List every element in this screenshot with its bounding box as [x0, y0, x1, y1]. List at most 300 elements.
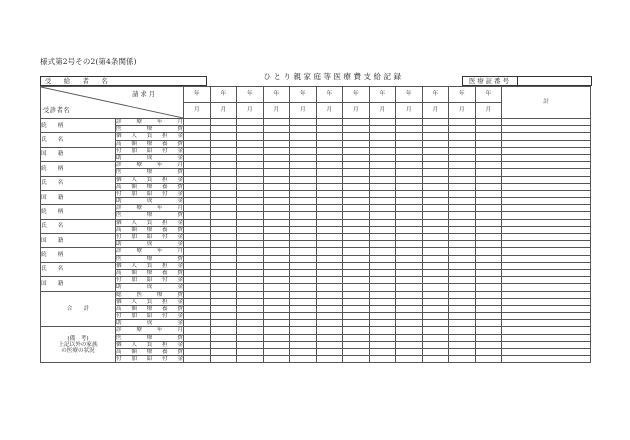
summary-month-cell[interactable]: [396, 305, 423, 312]
summary-month-cell[interactable]: [449, 305, 476, 312]
person-2-month-cell[interactable]: [184, 198, 211, 205]
person-name-cell[interactable]: [41, 133, 116, 147]
person-3-month-cell[interactable]: [475, 205, 502, 212]
person-4-month-cell[interactable]: [343, 255, 370, 262]
person-4-month-cell[interactable]: [316, 262, 343, 269]
note-month-cell[interactable]: [449, 356, 476, 363]
person-3-month-cell[interactable]: [475, 241, 502, 248]
person-4-month-cell[interactable]: [369, 262, 396, 269]
note-month-cell[interactable]: [237, 341, 264, 348]
person-2-month-cell[interactable]: [369, 190, 396, 197]
person-4-month-cell[interactable]: [184, 284, 211, 291]
note-month-cell[interactable]: [210, 327, 237, 334]
person-3-month-cell[interactable]: [422, 234, 449, 241]
person-1-month-cell[interactable]: [369, 119, 396, 126]
person-2-month-cell[interactable]: [343, 198, 370, 205]
person-3-month-cell[interactable]: [369, 234, 396, 241]
person-3-month-cell[interactable]: [263, 219, 290, 226]
person-2-month-cell[interactable]: [263, 183, 290, 190]
summary-month-cell[interactable]: [422, 291, 449, 298]
person-relation-cell[interactable]: [41, 248, 116, 262]
person-2-month-cell[interactable]: [369, 162, 396, 169]
person-1-month-cell[interactable]: [475, 126, 502, 133]
person-4-total-cell[interactable]: [502, 269, 591, 276]
person-2-month-cell[interactable]: [475, 176, 502, 183]
note-month-cell[interactable]: [396, 349, 423, 356]
person-3-total-cell[interactable]: [502, 241, 591, 248]
summary-month-cell[interactable]: [449, 298, 476, 305]
summary-month-cell[interactable]: [369, 305, 396, 312]
summary-month-cell[interactable]: [422, 320, 449, 327]
note-month-cell[interactable]: [290, 334, 317, 341]
person-4-month-cell[interactable]: [290, 277, 317, 284]
person-1-month-cell[interactable]: [316, 126, 343, 133]
person-1-month-cell[interactable]: [290, 147, 317, 154]
person-1-month-cell[interactable]: [316, 133, 343, 140]
person-2-month-cell[interactable]: [210, 176, 237, 183]
note-month-cell[interactable]: [475, 356, 502, 363]
person-4-month-cell[interactable]: [369, 277, 396, 284]
summary-month-cell[interactable]: [210, 298, 237, 305]
note-month-cell[interactable]: [449, 341, 476, 348]
person-4-month-cell[interactable]: [475, 284, 502, 291]
person-3-month-cell[interactable]: [290, 234, 317, 241]
person-2-month-cell[interactable]: [343, 183, 370, 190]
person-4-month-cell[interactable]: [184, 269, 211, 276]
person-3-month-cell[interactable]: [290, 241, 317, 248]
recipient-name-field[interactable]: [40, 76, 207, 86]
person-3-total-cell[interactable]: [502, 219, 591, 226]
note-month-cell[interactable]: [369, 327, 396, 334]
person-4-month-cell[interactable]: [184, 255, 211, 262]
person-1-month-cell[interactable]: [475, 133, 502, 140]
person-3-month-cell[interactable]: [184, 212, 211, 219]
summary-month-cell[interactable]: [396, 320, 423, 327]
person-3-month-cell[interactable]: [210, 212, 237, 219]
person-1-month-cell[interactable]: [475, 154, 502, 161]
summary-month-cell[interactable]: [475, 298, 502, 305]
person-2-month-cell[interactable]: [343, 176, 370, 183]
person-1-month-cell[interactable]: [290, 119, 317, 126]
person-3-month-cell[interactable]: [422, 219, 449, 226]
person-1-month-cell[interactable]: [369, 133, 396, 140]
person-3-month-cell[interactable]: [475, 219, 502, 226]
person-1-month-cell[interactable]: [449, 126, 476, 133]
person-2-month-cell[interactable]: [290, 198, 317, 205]
person-2-month-cell[interactable]: [237, 198, 264, 205]
person-4-month-cell[interactable]: [210, 255, 237, 262]
person-1-total-cell[interactable]: [502, 140, 591, 147]
person-2-month-cell[interactable]: [263, 169, 290, 176]
person-2-month-cell[interactable]: [396, 198, 423, 205]
person-4-month-cell[interactable]: [263, 269, 290, 276]
person-3-month-cell[interactable]: [449, 219, 476, 226]
person-2-month-cell[interactable]: [396, 176, 423, 183]
person-1-month-cell[interactable]: [210, 126, 237, 133]
person-2-month-cell[interactable]: [316, 183, 343, 190]
note-total-cell[interactable]: [502, 327, 591, 334]
person-1-month-cell[interactable]: [449, 140, 476, 147]
summary-month-cell[interactable]: [343, 298, 370, 305]
person-3-month-cell[interactable]: [343, 219, 370, 226]
note-month-cell[interactable]: [449, 327, 476, 334]
person-3-month-cell[interactable]: [396, 212, 423, 219]
person-1-month-cell[interactable]: [422, 119, 449, 126]
person-1-month-cell[interactable]: [449, 133, 476, 140]
summary-month-cell[interactable]: [396, 291, 423, 298]
person-1-total-cell[interactable]: [502, 147, 591, 154]
note-month-cell[interactable]: [263, 327, 290, 334]
person-1-month-cell[interactable]: [449, 119, 476, 126]
note-month-cell[interactable]: [369, 341, 396, 348]
summary-month-cell[interactable]: [343, 305, 370, 312]
person-2-month-cell[interactable]: [184, 183, 211, 190]
person-3-month-cell[interactable]: [210, 219, 237, 226]
person-1-month-cell[interactable]: [237, 133, 264, 140]
person-2-month-cell[interactable]: [316, 198, 343, 205]
person-1-month-cell[interactable]: [396, 154, 423, 161]
summary-month-cell[interactable]: [369, 291, 396, 298]
person-2-month-cell[interactable]: [316, 169, 343, 176]
person-nationality-cell[interactable]: [41, 190, 116, 204]
person-3-month-cell[interactable]: [316, 226, 343, 233]
note-month-cell[interactable]: [343, 334, 370, 341]
person-2-month-cell[interactable]: [237, 190, 264, 197]
person-3-month-cell[interactable]: [343, 212, 370, 219]
person-4-month-cell[interactable]: [316, 248, 343, 255]
person-4-month-cell[interactable]: [422, 248, 449, 255]
note-total-cell[interactable]: [502, 349, 591, 356]
person-1-month-cell[interactable]: [210, 133, 237, 140]
summary-month-cell[interactable]: [290, 298, 317, 305]
person-4-month-cell[interactable]: [396, 269, 423, 276]
person-nationality-cell[interactable]: [41, 147, 116, 161]
person-1-month-cell[interactable]: [316, 147, 343, 154]
note-month-cell[interactable]: [290, 327, 317, 334]
note-total-cell[interactable]: [502, 356, 591, 363]
person-4-month-cell[interactable]: [237, 269, 264, 276]
person-2-month-cell[interactable]: [184, 176, 211, 183]
person-2-month-cell[interactable]: [369, 183, 396, 190]
person-1-month-cell[interactable]: [237, 154, 264, 161]
person-2-month-cell[interactable]: [263, 162, 290, 169]
person-3-month-cell[interactable]: [475, 212, 502, 219]
summary-month-cell[interactable]: [290, 305, 317, 312]
person-2-month-cell[interactable]: [210, 183, 237, 190]
person-4-month-cell[interactable]: [343, 269, 370, 276]
summary-month-cell[interactable]: [369, 320, 396, 327]
person-3-month-cell[interactable]: [290, 219, 317, 226]
note-month-cell[interactable]: [343, 349, 370, 356]
person-1-month-cell[interactable]: [343, 119, 370, 126]
person-1-month-cell[interactable]: [184, 140, 211, 147]
note-month-cell[interactable]: [422, 341, 449, 348]
person-relation-cell[interactable]: [41, 162, 116, 176]
person-2-month-cell[interactable]: [422, 190, 449, 197]
person-4-month-cell[interactable]: [210, 284, 237, 291]
summary-month-cell[interactable]: [237, 320, 264, 327]
person-1-month-cell[interactable]: [210, 140, 237, 147]
summary-month-cell[interactable]: [343, 320, 370, 327]
summary-month-cell[interactable]: [263, 320, 290, 327]
person-4-month-cell[interactable]: [369, 284, 396, 291]
summary-month-cell[interactable]: [396, 298, 423, 305]
person-2-month-cell[interactable]: [316, 162, 343, 169]
person-1-month-cell[interactable]: [475, 119, 502, 126]
summary-month-cell[interactable]: [237, 291, 264, 298]
person-2-total-cell[interactable]: [502, 176, 591, 183]
person-2-month-cell[interactable]: [449, 169, 476, 176]
note-month-cell[interactable]: [263, 341, 290, 348]
person-3-month-cell[interactable]: [184, 226, 211, 233]
person-1-month-cell[interactable]: [316, 154, 343, 161]
person-4-month-cell[interactable]: [422, 277, 449, 284]
person-3-month-cell[interactable]: [369, 212, 396, 219]
note-month-cell[interactable]: [210, 349, 237, 356]
person-3-total-cell[interactable]: [502, 226, 591, 233]
person-3-month-cell[interactable]: [184, 205, 211, 212]
person-1-month-cell[interactable]: [237, 119, 264, 126]
person-3-month-cell[interactable]: [449, 234, 476, 241]
person-1-month-cell[interactable]: [422, 154, 449, 161]
person-1-month-cell[interactable]: [343, 133, 370, 140]
person-1-month-cell[interactable]: [263, 119, 290, 126]
person-3-month-cell[interactable]: [237, 241, 264, 248]
person-1-month-cell[interactable]: [396, 140, 423, 147]
person-1-month-cell[interactable]: [184, 126, 211, 133]
person-4-month-cell[interactable]: [449, 248, 476, 255]
person-3-month-cell[interactable]: [343, 234, 370, 241]
person-1-month-cell[interactable]: [343, 126, 370, 133]
person-3-month-cell[interactable]: [396, 234, 423, 241]
summary-month-cell[interactable]: [237, 298, 264, 305]
person-2-month-cell[interactable]: [396, 183, 423, 190]
summary-month-cell[interactable]: [422, 313, 449, 320]
summary-month-cell[interactable]: [449, 313, 476, 320]
person-4-month-cell[interactable]: [263, 248, 290, 255]
note-month-cell[interactable]: [290, 349, 317, 356]
person-1-month-cell[interactable]: [343, 140, 370, 147]
person-2-total-cell[interactable]: [502, 169, 591, 176]
person-2-month-cell[interactable]: [263, 176, 290, 183]
person-4-month-cell[interactable]: [475, 262, 502, 269]
note-month-cell[interactable]: [184, 356, 211, 363]
note-month-cell[interactable]: [316, 349, 343, 356]
person-1-month-cell[interactable]: [237, 126, 264, 133]
person-4-month-cell[interactable]: [184, 248, 211, 255]
person-4-month-cell[interactable]: [422, 262, 449, 269]
summary-month-cell[interactable]: [343, 313, 370, 320]
person-1-month-cell[interactable]: [184, 147, 211, 154]
person-2-month-cell[interactable]: [369, 169, 396, 176]
person-3-month-cell[interactable]: [369, 226, 396, 233]
person-4-month-cell[interactable]: [396, 248, 423, 255]
note-month-cell[interactable]: [369, 349, 396, 356]
note-month-cell[interactable]: [316, 356, 343, 363]
person-3-month-cell[interactable]: [343, 205, 370, 212]
person-2-month-cell[interactable]: [422, 169, 449, 176]
person-2-month-cell[interactable]: [184, 190, 211, 197]
person-4-month-cell[interactable]: [290, 269, 317, 276]
summary-month-cell[interactable]: [263, 298, 290, 305]
person-1-month-cell[interactable]: [263, 126, 290, 133]
person-2-month-cell[interactable]: [396, 190, 423, 197]
note-month-cell[interactable]: [237, 349, 264, 356]
summary-month-cell[interactable]: [290, 313, 317, 320]
note-month-cell[interactable]: [475, 327, 502, 334]
person-2-month-cell[interactable]: [263, 190, 290, 197]
person-1-month-cell[interactable]: [449, 147, 476, 154]
summary-month-cell[interactable]: [316, 313, 343, 320]
summary-month-cell[interactable]: [475, 320, 502, 327]
person-3-month-cell[interactable]: [237, 226, 264, 233]
person-3-month-cell[interactable]: [396, 241, 423, 248]
person-4-month-cell[interactable]: [210, 248, 237, 255]
person-2-month-cell[interactable]: [396, 169, 423, 176]
person-3-month-cell[interactable]: [263, 226, 290, 233]
person-2-month-cell[interactable]: [475, 198, 502, 205]
person-name-cell[interactable]: [41, 176, 116, 190]
person-4-month-cell[interactable]: [210, 262, 237, 269]
person-1-total-cell[interactable]: [502, 119, 591, 126]
person-1-month-cell[interactable]: [422, 140, 449, 147]
person-2-month-cell[interactable]: [422, 176, 449, 183]
person-3-month-cell[interactable]: [184, 219, 211, 226]
person-2-month-cell[interactable]: [343, 162, 370, 169]
person-4-month-cell[interactable]: [316, 277, 343, 284]
person-3-month-cell[interactable]: [237, 219, 264, 226]
summary-month-cell[interactable]: [343, 291, 370, 298]
person-1-month-cell[interactable]: [343, 147, 370, 154]
note-month-cell[interactable]: [237, 334, 264, 341]
person-4-month-cell[interactable]: [449, 284, 476, 291]
person-2-month-cell[interactable]: [290, 169, 317, 176]
summary-month-cell[interactable]: [475, 305, 502, 312]
summary-month-cell[interactable]: [210, 305, 237, 312]
note-month-cell[interactable]: [290, 341, 317, 348]
note-month-cell[interactable]: [263, 334, 290, 341]
person-4-month-cell[interactable]: [369, 255, 396, 262]
person-3-month-cell[interactable]: [422, 226, 449, 233]
note-month-cell[interactable]: [475, 341, 502, 348]
person-1-month-cell[interactable]: [369, 126, 396, 133]
person-4-month-cell[interactable]: [210, 277, 237, 284]
person-3-month-cell[interactable]: [396, 205, 423, 212]
person-2-month-cell[interactable]: [290, 176, 317, 183]
person-1-month-cell[interactable]: [290, 126, 317, 133]
person-4-month-cell[interactable]: [449, 269, 476, 276]
person-1-month-cell[interactable]: [263, 140, 290, 147]
person-2-month-cell[interactable]: [343, 190, 370, 197]
note-month-cell[interactable]: [184, 327, 211, 334]
person-1-month-cell[interactable]: [396, 126, 423, 133]
summary-month-cell[interactable]: [237, 305, 264, 312]
person-3-month-cell[interactable]: [475, 234, 502, 241]
person-4-month-cell[interactable]: [263, 277, 290, 284]
person-4-month-cell[interactable]: [396, 262, 423, 269]
person-1-month-cell[interactable]: [184, 154, 211, 161]
person-1-month-cell[interactable]: [475, 147, 502, 154]
summary-month-cell[interactable]: [184, 305, 211, 312]
summary-month-cell[interactable]: [369, 298, 396, 305]
person-name-cell[interactable]: [41, 262, 116, 276]
person-4-month-cell[interactable]: [237, 262, 264, 269]
person-3-month-cell[interactable]: [210, 226, 237, 233]
person-3-month-cell[interactable]: [422, 241, 449, 248]
person-1-month-cell[interactable]: [422, 133, 449, 140]
person-2-month-cell[interactable]: [449, 162, 476, 169]
person-2-month-cell[interactable]: [263, 198, 290, 205]
note-month-cell[interactable]: [449, 349, 476, 356]
note-month-cell[interactable]: [263, 356, 290, 363]
person-1-month-cell[interactable]: [263, 133, 290, 140]
note-month-cell[interactable]: [449, 334, 476, 341]
note-month-cell[interactable]: [369, 356, 396, 363]
summary-month-cell[interactable]: [475, 313, 502, 320]
person-4-month-cell[interactable]: [290, 262, 317, 269]
person-2-month-cell[interactable]: [290, 190, 317, 197]
person-2-month-cell[interactable]: [422, 183, 449, 190]
person-4-month-cell[interactable]: [449, 262, 476, 269]
person-2-month-cell[interactable]: [237, 169, 264, 176]
summary-month-cell[interactable]: [184, 320, 211, 327]
person-1-month-cell[interactable]: [210, 154, 237, 161]
summary-month-cell[interactable]: [210, 313, 237, 320]
person-2-month-cell[interactable]: [210, 198, 237, 205]
person-1-month-cell[interactable]: [396, 147, 423, 154]
person-3-month-cell[interactable]: [343, 241, 370, 248]
person-2-month-cell[interactable]: [449, 198, 476, 205]
person-3-month-cell[interactable]: [290, 226, 317, 233]
person-1-total-cell[interactable]: [502, 154, 591, 161]
summary-month-cell[interactable]: [316, 305, 343, 312]
person-2-month-cell[interactable]: [449, 176, 476, 183]
person-4-month-cell[interactable]: [422, 269, 449, 276]
person-4-month-cell[interactable]: [475, 269, 502, 276]
person-4-month-cell[interactable]: [263, 262, 290, 269]
person-2-month-cell[interactable]: [290, 162, 317, 169]
person-2-total-cell[interactable]: [502, 198, 591, 205]
person-3-month-cell[interactable]: [396, 226, 423, 233]
person-2-month-cell[interactable]: [369, 198, 396, 205]
person-4-month-cell[interactable]: [343, 284, 370, 291]
person-4-month-cell[interactable]: [369, 248, 396, 255]
note-month-cell[interactable]: [422, 327, 449, 334]
person-1-month-cell[interactable]: [396, 119, 423, 126]
person-3-month-cell[interactable]: [184, 241, 211, 248]
person-2-month-cell[interactable]: [237, 176, 264, 183]
person-3-month-cell[interactable]: [422, 212, 449, 219]
person-2-month-cell[interactable]: [316, 176, 343, 183]
person-4-total-cell[interactable]: [502, 284, 591, 291]
person-3-month-cell[interactable]: [237, 234, 264, 241]
person-4-month-cell[interactable]: [475, 277, 502, 284]
person-4-month-cell[interactable]: [184, 277, 211, 284]
person-3-month-cell[interactable]: [210, 205, 237, 212]
person-1-month-cell[interactable]: [263, 154, 290, 161]
person-2-month-cell[interactable]: [475, 190, 502, 197]
person-1-month-cell[interactable]: [396, 133, 423, 140]
certificate-number-field[interactable]: [462, 76, 592, 86]
person-1-month-cell[interactable]: [184, 133, 211, 140]
person-relation-cell[interactable]: [41, 119, 116, 133]
note-month-cell[interactable]: [184, 334, 211, 341]
person-3-total-cell[interactable]: [502, 212, 591, 219]
summary-month-cell[interactable]: [422, 298, 449, 305]
note-month-cell[interactable]: [343, 327, 370, 334]
note-month-cell[interactable]: [237, 327, 264, 334]
person-3-month-cell[interactable]: [422, 205, 449, 212]
